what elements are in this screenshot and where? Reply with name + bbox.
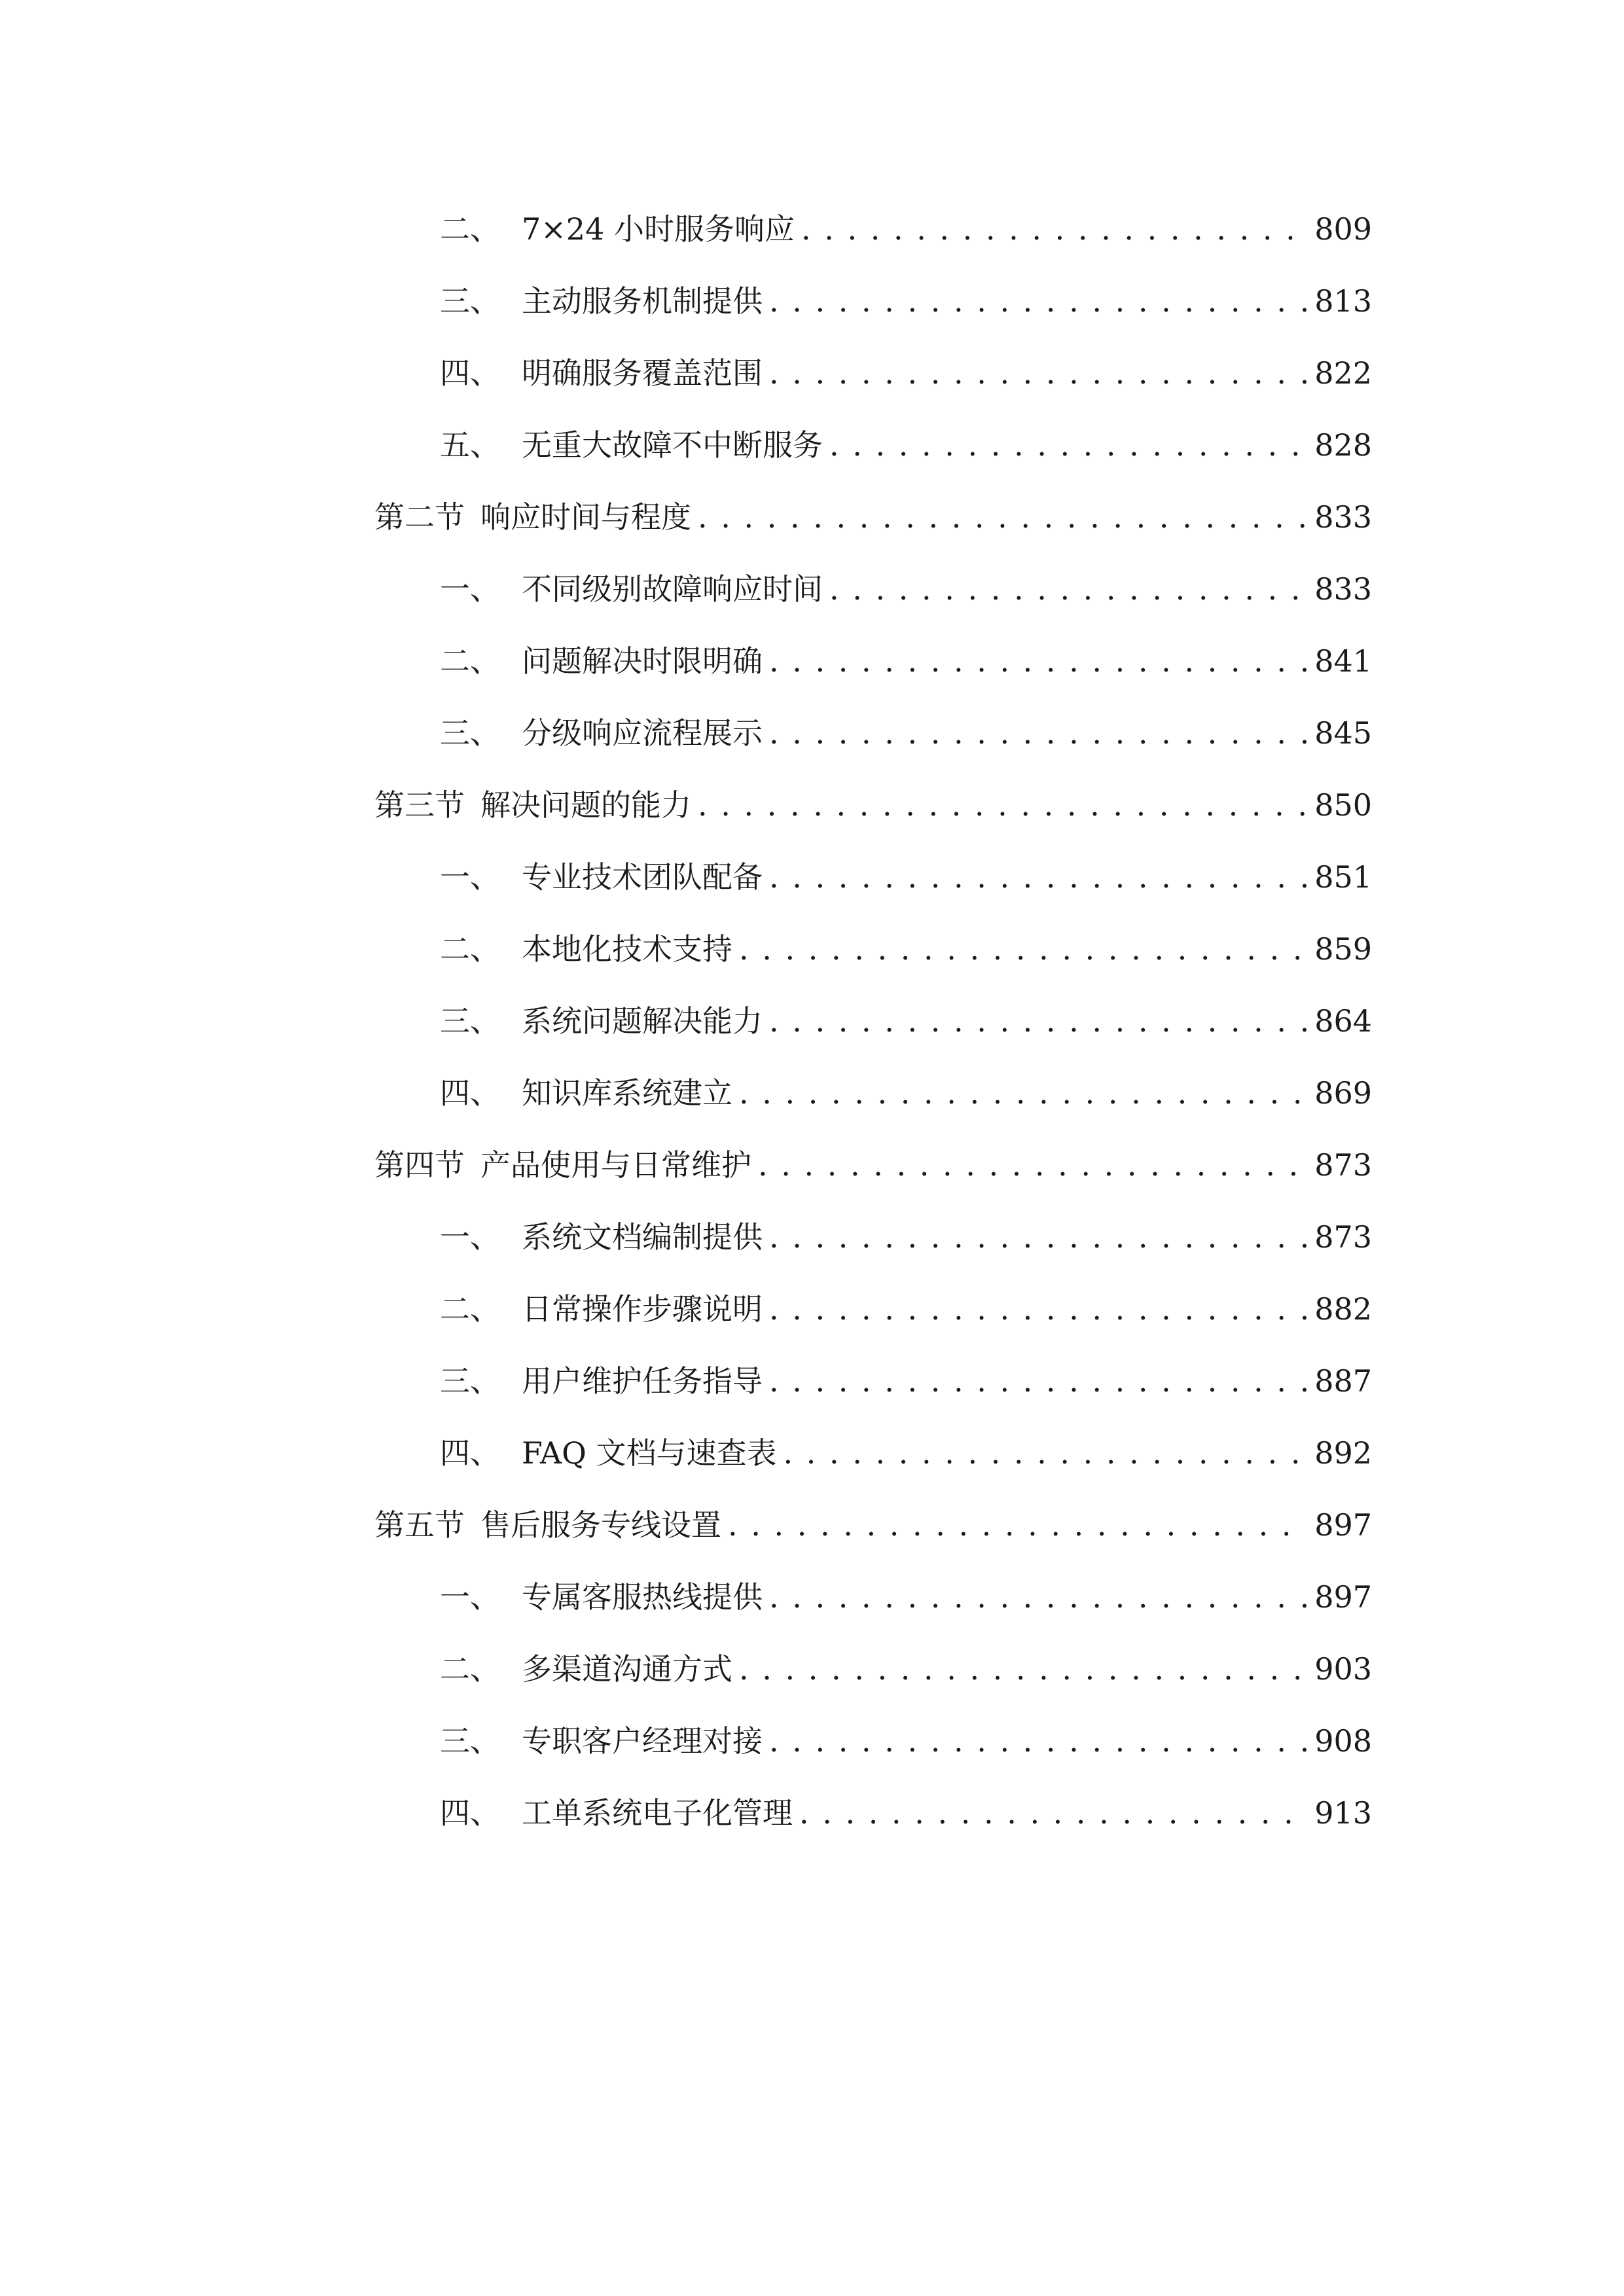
toc-entry[interactable] [440,275,1372,327]
toc-section-number: 第四节 [374,1147,465,1183]
toc-entry-page: 903 [1314,1651,1372,1687]
toc-entry[interactable] [440,995,1372,1047]
toc-entry[interactable] [440,1427,1372,1479]
toc-entry-number: 一、 [440,571,500,607]
toc-entry-number: 一、 [440,1579,500,1615]
toc-entry[interactable] [440,1211,1372,1263]
dot-leader [769,1211,1307,1263]
toc-entry-title: 系统问题解决能力 [522,1003,763,1039]
dot-leader [769,1715,1307,1767]
toc-entry-page: 892 [1314,1435,1372,1471]
dot-leader [769,851,1307,903]
dot-leader [698,491,1307,543]
toc-entry-number: 一、 [440,859,500,895]
toc-entry-page: 864 [1314,1003,1372,1039]
toc-entry-page: 897 [1314,1507,1372,1543]
toc-section-number: 第二节 [374,499,465,535]
toc-entry-page: 845 [1314,715,1372,751]
dot-leader [783,1427,1307,1479]
toc-entry-number: 五、 [440,427,500,463]
toc-section-number: 第五节 [374,1507,465,1543]
toc-entry-page: 813 [1314,283,1372,319]
toc-entry-number: 三、 [440,715,500,751]
toc-section-number: 第三节 [374,787,465,823]
toc-entry-page: 882 [1314,1291,1372,1327]
dot-leader [769,707,1307,759]
toc-entry[interactable] [440,563,1372,615]
toc-entry-page: 833 [1314,571,1372,607]
toc-entry-title: 用户维护任务指导 [522,1363,763,1399]
toc-entry-page: 859 [1314,931,1372,967]
toc-entry[interactable] [440,635,1372,687]
toc-entry-page: 873 [1314,1147,1372,1183]
dot-leader [801,203,1307,255]
toc-entry-page: 809 [1314,211,1372,247]
toc-entry-title: 工单系统电子化管理 [522,1795,793,1831]
toc-entry[interactable] [440,203,1372,255]
dot-leader [769,1571,1307,1623]
toc-entry-number: 三、 [440,1363,500,1399]
toc-entry-title: 问题解决时限明确 [522,643,763,679]
toc-entry-title: 无重大故障不中断服务 [522,427,823,463]
toc-entry-title: 分级响应流程展示 [522,715,763,751]
toc-entry-number: 二、 [440,1651,500,1687]
toc-entry-title: 多渠道沟通方式 [522,1651,732,1687]
toc-entry[interactable] [440,707,1372,759]
toc-entry-page: 850 [1314,787,1372,823]
toc-entry-number: 二、 [440,931,500,967]
toc-entry-number: 三、 [440,1723,500,1759]
toc-section-title: 解决问题的能力 [480,787,691,823]
toc-entry-title: 明确服务覆盖范围 [522,355,763,391]
toc-entry[interactable] [440,851,1372,903]
toc-entry-page: 908 [1314,1723,1372,1759]
toc-entry-page: 822 [1314,355,1372,391]
toc-entry-number: 三、 [440,283,500,319]
toc-entry-number: 二、 [440,211,500,247]
toc-entry-title: 知识库系统建立 [522,1075,732,1111]
toc-entry[interactable] [440,1067,1372,1119]
toc-entry-page: 841 [1314,643,1372,679]
toc-entry-title: 7×24 小时服务响应 [522,211,795,247]
toc-entry[interactable] [440,347,1372,399]
toc-entry-number: 四、 [440,355,500,391]
toc-entry-title: 专属客服热线提供 [522,1579,763,1615]
toc-entry-title: 不同级别故障响应时间 [522,571,823,607]
toc-entry-number: 二、 [440,1291,500,1327]
toc-section-entry[interactable] [374,1499,1372,1551]
toc-entry-number: 二、 [440,643,500,679]
dot-leader [739,1643,1307,1695]
dot-leader [769,275,1307,327]
dot-leader [829,419,1307,471]
toc-entry-page: 851 [1314,859,1372,895]
toc-entry-number: 三、 [440,1003,500,1039]
toc-entry-title: 专业技术团队配备 [522,859,763,895]
toc-section-entry[interactable] [374,779,1372,831]
toc-entry-number: 四、 [440,1075,500,1111]
dot-leader [769,1355,1307,1407]
toc-entry[interactable] [440,419,1372,471]
toc-section-title: 售后服务专线设置 [480,1507,721,1543]
toc-entry[interactable] [440,1355,1372,1407]
toc-entry[interactable] [440,1283,1372,1335]
dot-leader [829,563,1307,615]
toc-entry-page: 833 [1314,499,1372,535]
toc-entry-number: 一、 [440,1219,500,1255]
toc-entry-page: 913 [1314,1795,1372,1831]
toc-entry[interactable] [440,1787,1372,1839]
dot-leader [739,923,1307,975]
dot-leader [769,995,1307,1047]
dot-leader [769,1283,1307,1335]
toc-section-entry[interactable] [374,491,1372,543]
dot-leader [769,635,1307,687]
toc-entry[interactable] [440,1571,1372,1623]
dot-leader [739,1067,1307,1119]
toc-entry-title: 日常操作步骤说明 [522,1291,763,1327]
toc-entry-title: 专职客户经理对接 [522,1723,763,1759]
dot-leader [698,779,1307,831]
toc-entry-title: 系统文档编制提供 [522,1219,763,1255]
toc-entry-title: 主动服务机制提供 [522,283,763,319]
toc-entry-number: 四、 [440,1795,500,1831]
toc-entry-number: 四、 [440,1435,500,1471]
toc-entry[interactable] [440,1715,1372,1767]
toc-section-entry[interactable] [374,1139,1372,1191]
toc-entry[interactable] [440,1643,1372,1695]
toc-entry-page: 887 [1314,1363,1372,1399]
toc-entry-title: 本地化技术支持 [522,931,732,967]
toc-entry[interactable] [440,923,1372,975]
toc-entry-page: 873 [1314,1219,1372,1255]
dot-leader [799,1787,1307,1839]
dot-leader [758,1139,1307,1191]
toc-entry-page: 828 [1314,427,1372,463]
dot-leader [769,347,1307,399]
toc-entry-page: 869 [1314,1075,1372,1111]
dot-leader [728,1499,1307,1551]
toc-entry-title: FAQ 文档与速查表 [522,1435,777,1471]
toc-entry-page: 897 [1314,1579,1372,1615]
toc-section-title: 响应时间与程度 [480,499,691,535]
toc-section-title: 产品使用与日常维护 [480,1147,751,1183]
